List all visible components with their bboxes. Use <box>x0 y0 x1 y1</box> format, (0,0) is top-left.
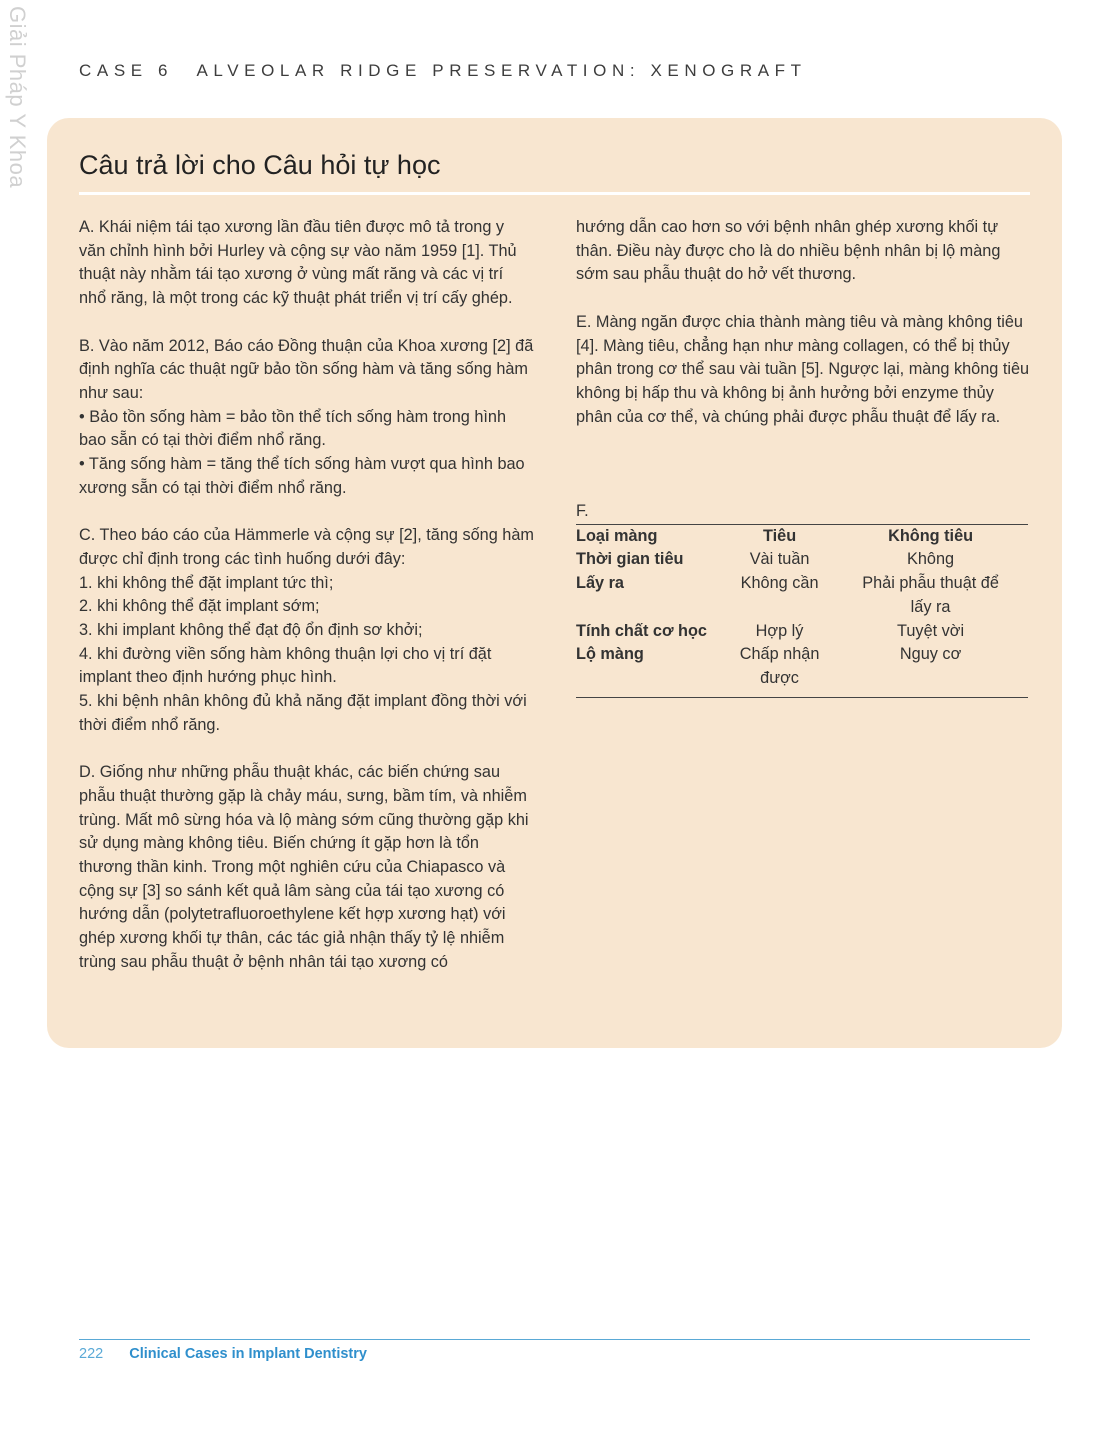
book-title: Clinical Cases in Implant Dentistry <box>129 1346 367 1362</box>
table-header-cell: Không tiêu <box>888 526 974 545</box>
answer-c <box>79 524 534 737</box>
answer-d-continued <box>576 216 1030 287</box>
left-column <box>79 216 534 998</box>
table-header-row <box>576 524 1028 548</box>
page-number: 222 <box>79 1346 104 1362</box>
answer-a-text: A. Khái niệm tái tạo xương lần đầu tiên được mô tả trong y văn chỉnh hình bởi Hurley và cộng sự vào năm 1959 [1]. Thủ thuật này nhằm tái tạo xương ở vùng mất răng và các vị trí nhổ răng, là một trong các kỹ thuật phát triển vị trí cấy ghép. <box>79 218 517 308</box>
answer-c-item: 3. khi implant không thể đạt độ ổn định sơ khởi; <box>79 620 423 639</box>
watermark: Giải Pháp Y Khoa <box>5 6 30 189</box>
table-row-label: Lấy ra <box>576 574 624 593</box>
table-row <box>576 643 1028 697</box>
table-cell: Tuyệt vời <box>897 621 965 640</box>
running-head-title: ALVEOLAR RIDGE PRESERVATION: XENOGRAFT <box>196 61 807 80</box>
answer-b-bullet: • Tăng sống hàm = tăng thể tích sống hàm vượt qua hình bao xương sẵn có tại thời điểm nhổ răng. <box>79 455 525 497</box>
answer-b-bullet: • Bảo tồn sống hàm = bảo tồn thể tích sống hàm trong hình bao sẵn có tại thời điểm nhổ răng. <box>79 407 507 450</box>
right-column <box>576 216 1030 453</box>
answer-c-item: 5. khi bệnh nhân không đủ khả năng đặt implant đồng thời với thời điểm nhổ răng. <box>79 692 527 734</box>
table-row-label: Tính chất cơ học <box>576 621 707 640</box>
table-row <box>576 620 1028 644</box>
answer-d-text: D. Giống như những phẫu thuật khác, các biến chứng sau phẫu thuật thường gặp là chảy máu, sưng, bầm tím, và nhiễm trùng. Mất mô sừng hóa và lộ màng sớm cũng thường gặp khi sử dụng màng không tiêu. Biến chứng ít gặp hơn là tổn thương thần kinh. Trong một nghiên cứu của Chiapasco và cộng sự [3] so sánh kết quả lâm sàng của tái tạo xương có hướng dẫn (polytetrafluoroethylene kết hợp xương hạt) với ghép xương khối tự thân, các tác giả nhận thấy tỷ lệ nhiễm trùng sau phẫu thuật ở bệnh nhân tái tạo xương có <box>79 763 529 971</box>
table-cell: Phải phẫu thuật để lấy ra <box>862 574 999 616</box>
answer-e <box>576 311 1030 430</box>
answer-b-intro: B. Vào năm 2012, Báo cáo Đồng thuận của Khoa xương [2] đã định nghĩa các thuật ngữ bảo tồn sống hàm và tăng sống hàm như sau: <box>79 336 534 402</box>
membrane-table <box>576 524 1028 698</box>
answer-f <box>576 500 1028 698</box>
table-cell: Chấp nhận được <box>739 645 820 687</box>
table-row-label: Lộ màng <box>576 645 644 664</box>
answer-c-item: 1. khi không thể đặt implant tức thì; <box>79 573 334 592</box>
table-cell: Vài tuần <box>749 550 810 569</box>
answer-c-item: 4. khi đường viền sống hàm không thuận lợi cho vị trí đặt implant theo định hướng phục hình. <box>79 644 492 687</box>
table-header-cell: Loại màng <box>576 526 658 545</box>
table-cell: Không cần <box>740 574 819 593</box>
table-header-cell: Tiêu <box>762 526 797 545</box>
table-cell: Nguy cơ <box>899 645 962 664</box>
running-head-case: CASE 6 <box>79 61 174 80</box>
answer-c-intro: C. Theo báo cáo của Hämmerle và cộng sự [2], tăng sống hàm được chỉ định trong các tình huống dưới đây: <box>79 526 534 568</box>
footer-divider <box>79 1339 1030 1340</box>
title-divider <box>79 192 1030 195</box>
running-head <box>79 61 807 81</box>
answer-b <box>79 335 534 501</box>
answer-a <box>79 216 534 311</box>
answer-f-label: F. <box>576 502 589 520</box>
answer-d <box>79 761 534 974</box>
table-row-label: Thời gian tiêu <box>576 550 684 569</box>
page-footer <box>79 1346 367 1362</box>
table-cell: Không <box>907 550 955 569</box>
table-cell: Hợp lý <box>755 621 804 640</box>
box-title: Câu trả lời cho Câu hỏi tự học <box>79 150 441 180</box>
answer-e-text: E. Màng ngăn được chia thành màng tiêu và màng không tiêu [4]. Màng tiêu, chẳng hạn như màng collagen, có thể bị thủy phân trong cơ thể sau vài tuần [5]. Ngược lại, màng không tiêu không bị hấp thu và không bị ảnh hưởng bởi enzyme thủy phân của cơ thể, và chúng phải được phẫu thuật để lấy ra. <box>576 312 1030 426</box>
answer-d-continued-text: hướng dẫn cao hơn so với bệnh nhân ghép xương khối tự thân. Điều này được cho là do nhiều bệnh nhân bị lộ màng sớm sau phẫu thuật do hở vết thương. <box>576 218 1001 284</box>
answer-c-item: 2. khi không thể đặt implant sớm; <box>79 597 320 616</box>
table-row <box>576 572 1028 619</box>
table-row <box>576 548 1028 572</box>
